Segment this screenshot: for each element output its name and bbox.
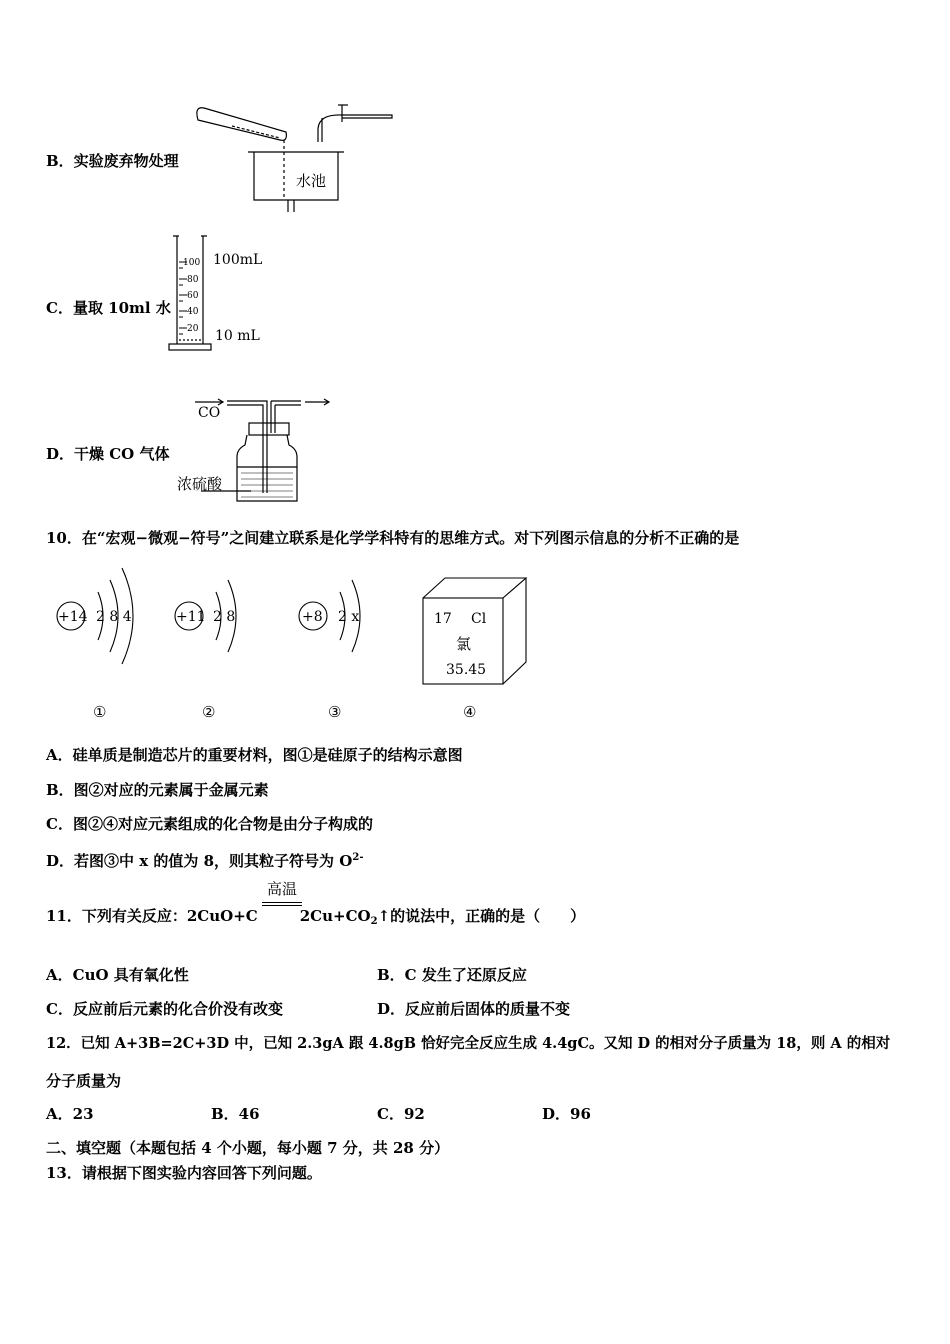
- q11-option-a: A．CuO 具有氧化性: [46, 966, 189, 984]
- q10-stem: 10．在“宏观−微观−符号”之间建立联系是化学学科特有的思维方式。对下列图示信息的分析不正确的是: [46, 529, 740, 547]
- q12-option-a: A．23: [46, 1105, 94, 1123]
- q11-option-b: B．C 发生了还原反应: [377, 966, 527, 984]
- fig2-shells: 2 8: [213, 609, 236, 625]
- cylinder-tick-100: 100: [183, 258, 201, 268]
- q11-option-c: C．反应前后元素的化合价没有改变: [46, 1000, 283, 1018]
- q11-stem-question: ↑的说法中，正确的是（ ）: [377, 907, 586, 925]
- fig1-caption: ①: [93, 703, 107, 721]
- fig4-symbol: Cl: [471, 611, 487, 627]
- reaction-condition-line: [262, 902, 302, 903]
- q9-option-c: C．量取 10ml 水: [46, 299, 171, 317]
- sink-label: 水池: [296, 172, 327, 190]
- fig3-caption: ③: [328, 703, 342, 721]
- cylinder-capacity-label: 100mL: [213, 252, 263, 268]
- cylinder-tick-60: 60: [187, 291, 199, 301]
- gas-drying-bottle-figure: [175, 393, 335, 505]
- fig4-atomic-mass: 35.45: [446, 662, 487, 678]
- q11-stem-products: 2Cu+CO: [299, 907, 371, 925]
- q11-subscript: 2: [370, 916, 378, 927]
- q11-option-d: D．反应前后固体的质量不变: [377, 1000, 571, 1018]
- q10-option-a: A．硅单质是制造芯片的重要材料，图①是硅原子的结构示意图: [46, 746, 463, 764]
- q9-option-b: B．实验废弃物处理: [46, 152, 179, 170]
- q12-stem-line2: 分子质量为: [46, 1072, 122, 1090]
- reaction-condition-label: 高温: [266, 880, 297, 898]
- fig3-shells: 2 x: [338, 609, 360, 625]
- q13-stem: 13．请根据下图实验内容回答下列问题。: [46, 1164, 322, 1182]
- graduated-cylinder-figure: [165, 232, 275, 357]
- cylinder-volume-label: 10 mL: [215, 328, 260, 344]
- q11-stem: [46, 906, 585, 932]
- waste-disposal-figure: [192, 100, 402, 218]
- fig1-nucleus: +14: [58, 609, 88, 625]
- q11-stem-reactants: 11．下列有关反应：2CuO+C: [46, 907, 258, 925]
- cylinder-tick-20: 20: [187, 324, 199, 334]
- fig4-atomic-number: 17: [434, 611, 452, 627]
- q12-option-b: B．46: [211, 1105, 260, 1123]
- q10-option-b: B．图②对应的元素属于金属元素: [46, 781, 269, 799]
- fig4-caption: ④: [463, 703, 477, 721]
- q12-stem-line1: 12．已知 A+3B=2C+3D 中，已知 2.3gA 跟 4.8gB 恰好完全反应生成 4.4gC。又知 D 的相对分子质量为 18，则 A 的相对: [46, 1035, 891, 1052]
- q10-option-c: C．图②④对应元素组成的化合物是由分子构成的: [46, 815, 373, 833]
- cylinder-tick-80: 80: [187, 275, 199, 285]
- q10-option-d-text: D．若图③中 x 的值为 8，则其粒子符号为 O: [46, 852, 353, 870]
- fig1-shells: 2 8 4: [96, 609, 132, 625]
- cylinder-tick-40: 40: [187, 307, 199, 317]
- atomic-structure-figures: [50, 558, 540, 726]
- sulfuric-acid-label: 浓硫酸: [177, 475, 223, 493]
- reaction-condition-line-2: [262, 905, 302, 906]
- fig4-element-name: 氯: [456, 635, 472, 653]
- q12-option-c: C．92: [377, 1105, 425, 1123]
- q12-option-d: D．96: [542, 1105, 591, 1123]
- q11-reaction-condition: [262, 880, 302, 906]
- fig2-nucleus: +11: [176, 609, 206, 625]
- co-gas-label: CO: [198, 405, 221, 421]
- q10-option-d-charge: 2-: [352, 852, 364, 863]
- fig2-caption: ②: [202, 703, 216, 721]
- q10-option-d: [46, 848, 363, 871]
- fig3-nucleus: +8: [302, 609, 323, 625]
- section-2-heading: 二、填空题（本题包括 4 个小题，每小题 7 分，共 28 分）: [46, 1139, 450, 1157]
- q9-option-d: D．干燥 CO 气体: [46, 445, 170, 463]
